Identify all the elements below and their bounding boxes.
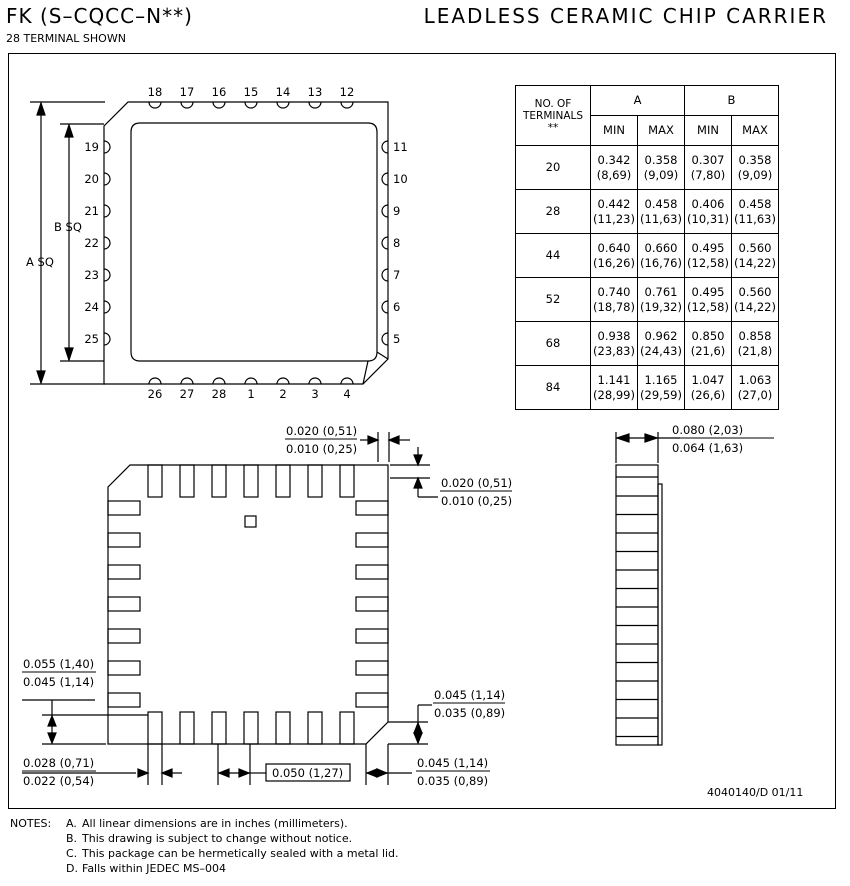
pin-number: 4 [343,387,351,401]
left-pad-den: 0.045 (1,14) [23,675,95,689]
a-sq-label: A SQ [26,255,54,269]
dim-cell-a-min: 0.938 (23,83) [591,322,638,366]
pad [356,501,388,515]
dim-cell-b-max: 0.560 (14,22) [732,278,779,322]
side-height-den: 0.064 (1,63) [672,441,744,455]
castellation [104,173,110,185]
pin-number: 9 [393,204,401,218]
pad [244,465,258,497]
pad-w2-den: 0.022 (0,54) [23,774,95,788]
dim-cell-b-min: 0.495 (12,58) [685,234,732,278]
pin-number: 28 [211,387,227,401]
pad [108,693,140,707]
dim-cell-a-max: 0.358 (9,09) [638,146,685,190]
dim-cell-a-max: 1.165 (29,59) [638,366,685,410]
top-view [104,102,388,384]
castellation [382,205,388,217]
pad [356,597,388,611]
drawing-code: 4040140/D 01/11 [707,786,804,799]
pad [356,629,388,643]
pad [356,565,388,579]
pin-number: 19 [84,140,99,154]
castellation [341,102,353,108]
subheader-a-max: MAX [638,116,685,146]
castellation [277,378,289,384]
castellation [382,141,388,153]
notes-label: NOTES: [10,817,52,830]
pad [308,465,322,497]
castellation [213,378,225,384]
pad [108,629,140,643]
castellation [104,237,110,249]
subheader-a-min: MIN [591,116,638,146]
pin-number: 13 [307,85,323,99]
pin-number: 7 [393,268,401,282]
castellation [245,378,257,384]
pad [340,712,354,744]
right-pad-den: 0.035 (0,89) [434,706,506,720]
pin-number: 6 [393,300,401,314]
castellation [382,301,388,313]
pad [276,465,290,497]
pad [212,465,226,497]
pad [180,712,194,744]
castellation [104,333,110,345]
pad [276,712,290,744]
pin-number: 11 [393,140,408,154]
pad [356,693,388,707]
dim-cell-b-min: 0.307 (7,80) [685,146,732,190]
subheader-b-min: MIN [685,116,732,146]
castellation [149,102,161,108]
pad [108,661,140,675]
subheader-b-max: MAX [732,116,779,146]
header-b: B [685,86,779,116]
pad [356,661,388,675]
pin-number: 26 [147,387,163,401]
dim-cell-b-max: 0.458 (11,63) [732,190,779,234]
right-pad-num: 0.045 (1,14) [434,688,506,702]
pad-depth-den: 0.010 (0,25) [441,494,513,508]
note-a: All linear dimensions are in inches (millimeters). [82,817,348,830]
header-a: A [591,86,685,116]
castellation [181,102,193,108]
pin-number: 25 [84,332,99,346]
pin-number: 24 [84,300,99,314]
castellation [382,269,388,281]
note-b: This drawing is subject to change without notice. [82,832,353,845]
pin-number: 18 [147,85,163,99]
corner-num: 0.045 (1,14) [417,756,489,770]
pad [148,465,162,497]
pin-number: 27 [179,387,195,401]
side-view [616,432,680,745]
pin-number: 12 [339,85,355,99]
terminals-header: NO. OF TERMINALS ** [516,86,591,146]
pin-number: 17 [179,85,195,99]
pad [308,712,322,744]
pin-number: 22 [84,236,99,250]
castellation [104,205,110,217]
pad [108,501,140,515]
castellation [104,269,110,281]
castellation [341,378,353,384]
pin-number: 16 [211,85,227,99]
dim-cell-a-min: 0.442 (11,23) [591,190,638,234]
castellation [309,378,321,384]
pad [244,712,258,744]
pin-number: 8 [393,236,401,250]
pin-number: 23 [84,268,99,282]
pad-depth-num: 0.020 (0,51) [441,476,513,490]
terminal-count: 28 [516,190,591,234]
dim-cell-b-min: 0.850 (21,6) [685,322,732,366]
package-title: LEADLESS CERAMIC CHIP CARRIER [423,4,828,28]
terminal-count: 44 [516,234,591,278]
index-mark [245,516,256,527]
castellation [149,378,161,384]
pad [148,712,162,744]
castellation [104,141,110,153]
corner-den: 0.035 (0,89) [417,774,489,788]
pin-number: 5 [393,332,401,346]
castellation [213,102,225,108]
pad [108,533,140,547]
pin-number: 3 [311,387,319,401]
dim-cell-a-max: 0.458 (11,63) [638,190,685,234]
pad [108,597,140,611]
castellation [382,173,388,185]
pad [180,465,194,497]
note-d: Falls within JEDEC MS–004 [82,862,227,875]
pad [340,465,354,497]
pad-w2-num: 0.028 (0,71) [23,756,95,770]
top-view-inner [131,123,377,361]
dim-cell-b-max: 0.358 (9,09) [732,146,779,190]
pin-number: 10 [393,172,408,186]
castellation [104,301,110,313]
b-sq-label: B SQ [54,220,82,234]
castellation [181,378,193,384]
terminal-count: 20 [516,146,591,190]
dim-cell-b-max: 0.858 (21,8) [732,322,779,366]
pad-width-top-den: 0.010 (0,25) [286,442,358,456]
castellation [309,102,321,108]
pin-number: 20 [84,172,99,186]
castellation [382,237,388,249]
terminal-count: 68 [516,322,591,366]
pin-number: 14 [275,85,291,99]
bottom-view-outline [108,465,388,744]
pin-number: 2 [279,387,287,401]
notes: NOTES: A. All linear dimensions are in inches (millimeters). B. This drawing is subject to change without notice. C. This package can be hermetically sealed with a metal lid. D. Falls within JEDEC MS–004 [10,817,399,875]
left-pad-num: 0.055 (1,40) [23,657,95,671]
dim-cell-a-max: 0.962 (24,43) [638,322,685,366]
top-view-outline [104,102,388,384]
castellation [277,102,289,108]
pin-number: 1 [247,387,255,401]
pad-width-top-num: 0.020 (0,51) [286,424,358,438]
dim-cell-a-min: 0.640 (16,26) [591,234,638,278]
dim-cell-b-min: 0.495 (12,58) [685,278,732,322]
bottom-view [108,465,388,744]
pad [356,533,388,547]
dim-cell-b-max: 1.063 (27,0) [732,366,779,410]
pin-number: 15 [243,85,259,99]
terminal-count: 52 [516,278,591,322]
dim-cell-a-min: 0.342 (8,69) [591,146,638,190]
dim-cell-a-min: 1.141 (28,99) [591,366,638,410]
dim-cell-a-min: 0.740 (18,78) [591,278,638,322]
bottom-view-dimensions [22,432,438,785]
dim-cell-b-min: 0.406 (10,31) [685,190,732,234]
pad [108,565,140,579]
terminal-count: 84 [516,366,591,410]
pad [212,712,226,744]
dim-cell-a-max: 0.660 (16,76) [638,234,685,278]
castellation [382,333,388,345]
castellation [245,102,257,108]
dim-cell-a-max: 0.761 (19,32) [638,278,685,322]
dim-cell-b-max: 0.560 (14,22) [732,234,779,278]
dim-cell-b-min: 1.047 (26,6) [685,366,732,410]
pin-number: 21 [84,204,99,218]
fraction-bars [22,438,774,771]
pitch-label: 0.050 (1,27) [272,766,344,780]
package-code: FK (S–CQCC–N**) [6,4,193,28]
side-height-num: 0.080 (2,03) [672,423,744,437]
terminal-note: 28 TERMINAL SHOWN [6,32,126,45]
note-c: This package can be hermetically sealed with a metal lid. [82,847,399,860]
